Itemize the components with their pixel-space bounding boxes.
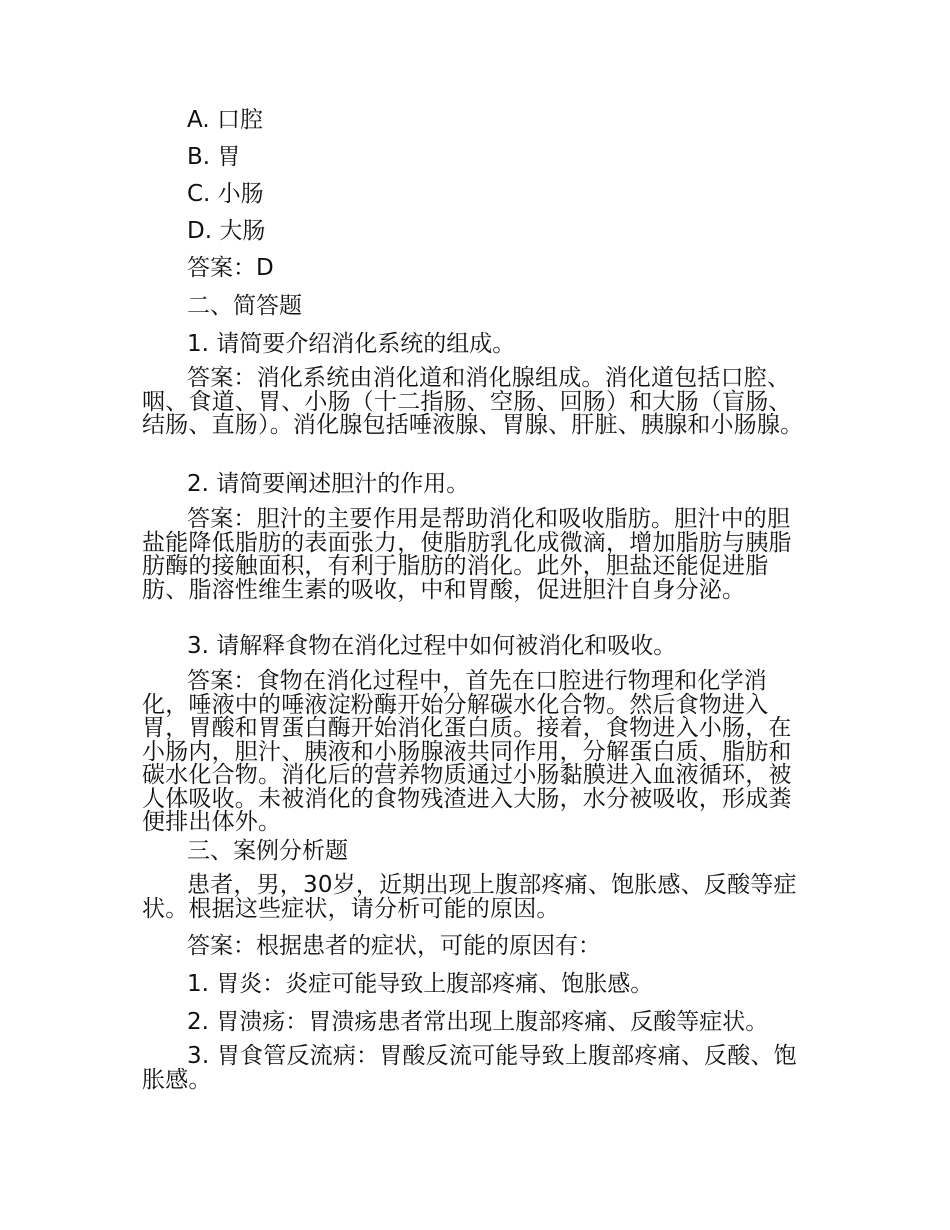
section-title-short-answer: 二、简答题 (187, 293, 302, 319)
case-description: 患者，男，30岁，近期出现上腹部疼痛、饱胀感、反酸等症状。根据这些症状，请分析可能的原因。 (142, 872, 797, 922)
cause-2: 2. 胃溃疡：胃溃疡患者常出现上腹部疼痛、反酸等症状。 (187, 1009, 769, 1035)
option-b: B. 胃 (187, 144, 241, 170)
option-c: C. 小肠 (187, 181, 264, 207)
option-d: D. 大肠 (187, 218, 266, 244)
mc-answer: 答案：D (187, 255, 274, 281)
section-title-case-analysis: 三、案例分析题 (187, 838, 348, 864)
answer-1: 答案：消化系统由消化道和消化腺组成。消化道包括口腔、咽、食道、胃、小肠（十二指肠、空肠、回肠）和大肠（盲肠、结肠、直肠）。消化腺包括唾液腺、胃腺、肝脏、胰腺和小肠腺。 (142, 365, 804, 438)
case-answer-intro: 答案：根据患者的症状，可能的原因有： (187, 933, 601, 959)
question-1: 1. 请简要介绍消化系统的组成。 (187, 331, 516, 357)
cause-3: 3. 胃食管反流病：胃酸反流可能导致上腹部疼痛、反酸、饱胀感。 (142, 1043, 797, 1093)
cause-1: 1. 胃炎：炎症可能导致上腹部疼痛、饱胀感。 (187, 971, 654, 997)
option-a: A. 口腔 (187, 107, 263, 133)
answer-2: 答案：胆汁的主要作用是帮助消化和吸收脂肪。胆汁中的胆盐能降低脂肪的表面张力，使脂肪乳化成微滴，增加脂肪与胰脂肪酶的接触面积，有利于脂肪的消化。此外，胆盐还能促进脂肪、脂溶性维生素的吸收，中和胃酸，促进胆汁自身分泌。 (142, 506, 792, 603)
answer-3: 答案：食物在消化过程中，首先在口腔进行物理和化学消化，唾液中的唾液淀粉酶开始分解碳水化合物。然后食物进入胃，胃酸和胃蛋白酶开始消化蛋白质。接着，食物进入小肠，在小肠内，胆汁、胰液和小肠腺液共同作用，分解蛋白质、脂肪和碳水化合物。消化后的营养物质通过小肠黏膜进入血液循环，被人体吸收。未被消化的食物残渣进入大肠，水分被吸收，形成粪便排出体外。 (142, 668, 792, 835)
question-2: 2. 请简要阐述胆汁的作用。 (187, 471, 470, 497)
question-3: 3. 请解释食物在消化过程中如何被消化和吸收。 (187, 633, 677, 659)
